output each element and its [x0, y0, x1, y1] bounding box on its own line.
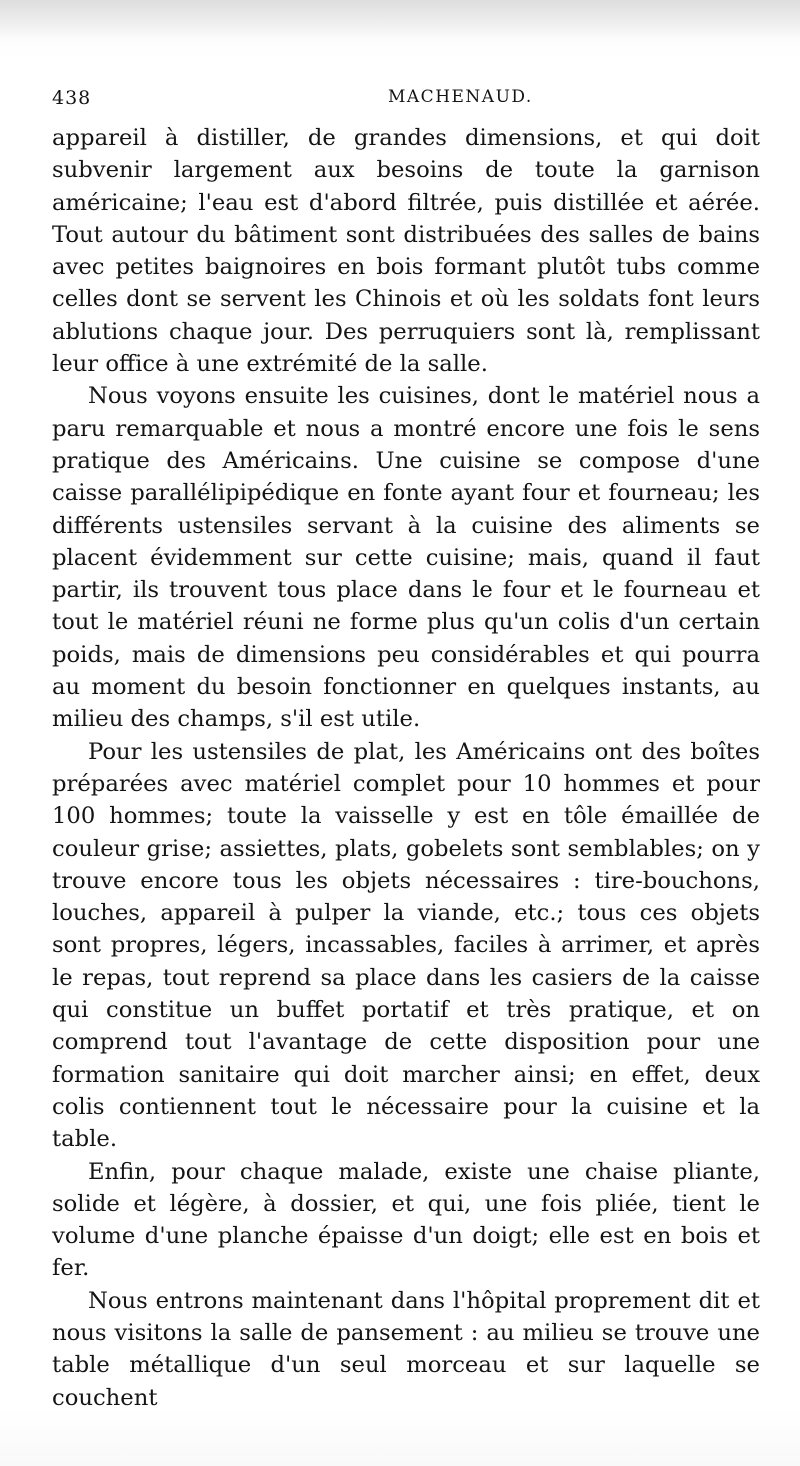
paragraph: Nous voyons ensuite les cuisines, dont le matériel nous a paru remarquable et nous a montré encore une fois le sens pratique des Américains. Une cuisine se compose d'une caisse parallélipipédique en fonte ayant four et fourneau; les différents ustensiles servant à la cuisine des aliments se placent évidemment sur cette cuisine; mais, quand il faut partir, ils trouvent tous place dans le four et le fourneau et tout le matériel réuni ne forme plus qu'un colis d'un certain poids, mais de dimensions peu considérables et qui pourra au moment du besoin fonctionner en quelques instants, au milieu des champs, s'il est utile. [52, 383, 760, 733]
running-head: MACHENAUD. [388, 87, 533, 107]
paragraph: Enfin, pour chaque malade, existe une chaise pliante, solide et légère, à dossier, et qui, une fois pliée, tient le volume d'une planche épaisse d'un doigt; elle est en bois et fer. [52, 1158, 760, 1282]
page-header [52, 87, 752, 113]
paragraph: Nous entrons maintenant dans l'hôpital proprement dit et nous visitons la salle de pansement : au milieu se trouve une table métallique d'un seul morceau et sur laquelle se couchent [52, 1287, 760, 1411]
paragraph: appareil à distiller, de grandes dimensions, et qui doit subvenir largement aux besoins de toute la garnison américaine; l'eau est d'abord filtrée, puis distillée et aérée. Tout autour du bâtiment sont distribuées des salles de bains avec petites baignoires en bois formant plutôt tubs comme celles dont se servent les Chinois et où les soldats font leurs ablutions chaque jour. Des perruquiers sont là, remplissant leur office à une extrémité de la salle. [52, 125, 760, 378]
body-text [52, 122, 760, 1414]
page-number: 438 [52, 87, 92, 109]
paragraph: Pour les ustensiles de plat, les Américains ont des boîtes préparées avec matériel complet pour 10 hommes et pour 100 hommes; toute la vaisselle y est en tôle émaillée de couleur grise; assiettes, plats, gobelets sont semblables; on y trouve encore tous les objets nécessaires : tire-bouchons, louches, appareil à pulper la viande, etc.; tous ces objets sont propres, légers, incassables, faciles à arrimer, et après le repas, tout reprend sa place dans les casiers de la caisse qui constitue un buffet portatif et très pratique, et on comprend tout l'avantage de cette disposition pour une formation sanitaire qui doit marcher ainsi; en effet, deux colis contiennent tout le nécessaire pour la cuisine et la table. [52, 738, 760, 1153]
scan-edge-shadow [0, 0, 800, 40]
